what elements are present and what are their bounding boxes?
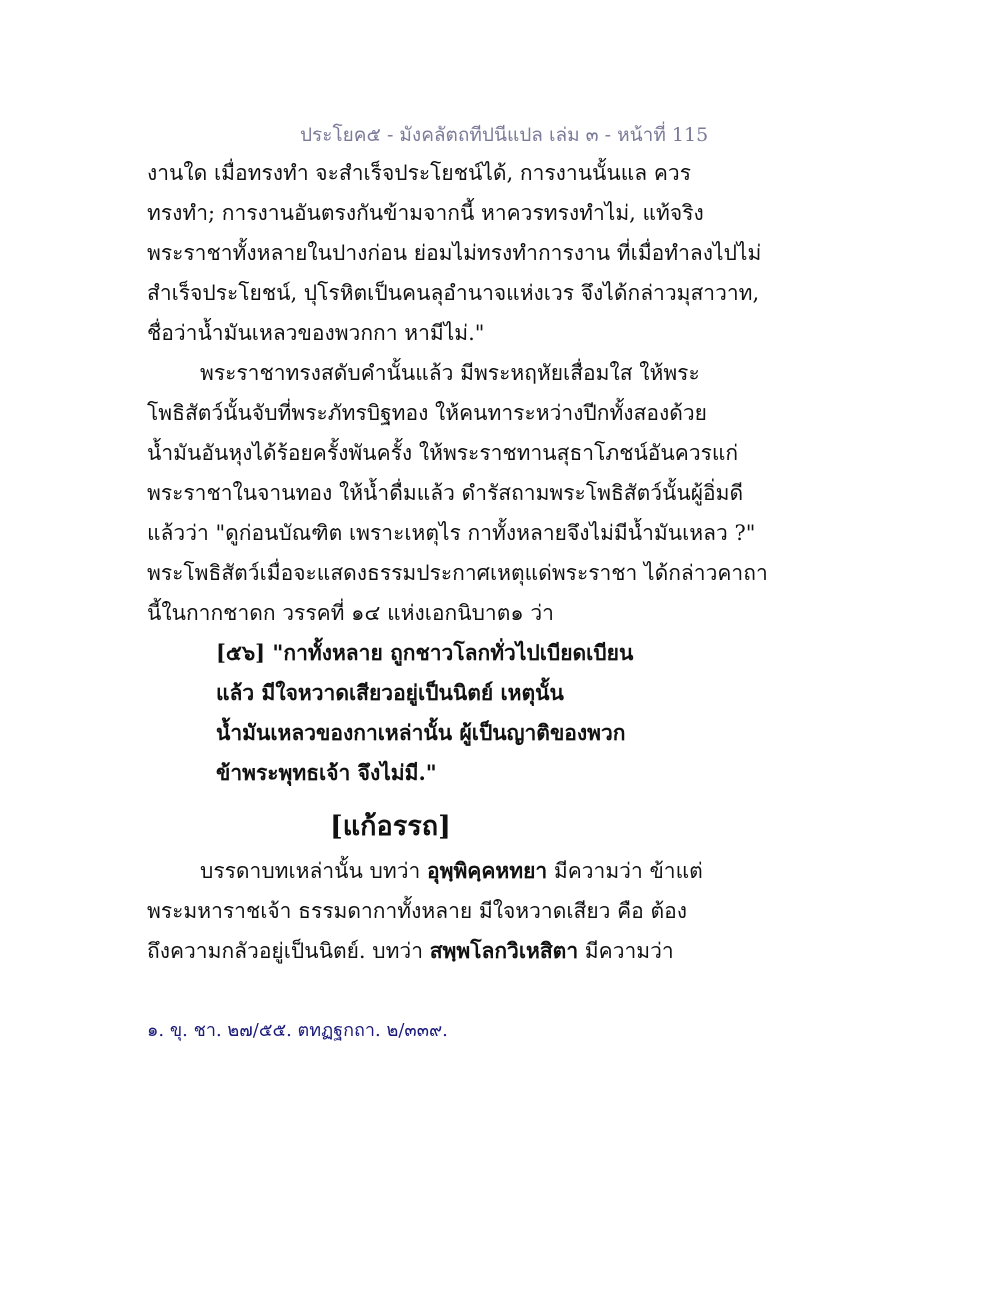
paragraph-2-line-5: แล้วว่า "ดูก่อนบัณฑิต เพราะเหตุไร กาทั้งหลายจึงไม่มีน้ำมันเหลว ?"	[147, 521, 756, 545]
paragraph-2-line-1: พระราชาทรงสดับคำนั้นแล้ว มีพระหฤหัยเสื่อมใส ให้พระ	[200, 361, 700, 385]
paragraph-3-line-3-text-b: มีความว่า	[578, 939, 674, 963]
verse-line-1: [๕๖] "กาทั้งหลาย ถูกชาวโลกทั่วไปเบียดเบียน	[216, 640, 634, 665]
verse-line-2: แล้ว มีใจหวาดเสียวอยู่เป็นนิตย์ เหตุนั้น	[216, 680, 564, 705]
paragraph-1-line-2: ทรงทำ; การงานอันตรงกันข้ามจากนี้ หาควรทรงทำไม่, แท้จริง	[147, 201, 704, 225]
paragraph-2-line-3: น้ำมันอันหุงได้ร้อยครั้งพันครั้ง ให้พระราชทานสุธาโภชน์อันควรแก่	[147, 441, 739, 465]
section-heading: [แก้อรรถ]	[330, 811, 451, 842]
paragraph-3-line-2: พระมหาราชเจ้า ธรรมดากาทั้งหลาย มีใจหวาดเสียว คือ ต้อง	[147, 899, 687, 923]
paragraph-1-line-5: ชื่อว่าน้ำมันเหลวของพวกกา หามีไม่."	[147, 321, 485, 345]
paragraph-2-line-2: โพธิสัตว์นั้นจับที่พระภัทรบิฐทอง ให้คนทาระหว่างปีกทั้งสองด้วย	[147, 401, 707, 425]
paragraph-3-line-1-text-b: มีความว่า ข้าแต่	[547, 859, 703, 883]
paragraph-3-line-3-text-a: ถึงความกลัวอยู่เป็นนิตย์. บทว่า	[147, 939, 430, 963]
paragraph-3-line-1	[200, 856, 703, 886]
term-sabbalokavihesita: สพฺพโลกวิเหสิตา	[429, 938, 579, 963]
paragraph-3-line-3	[147, 936, 674, 966]
paragraph-3-line-1-text-a: บรรดาบทเหล่านั้น บทว่า	[200, 859, 427, 883]
paragraph-1-line-4: สำเร็จประโยชน์, ปุโรหิตเป็นคนลุอำนาจแห่งเวร จึงได้กล่าวมุสาวาท,	[147, 281, 760, 305]
paragraph-2-line-6: พระโพธิสัตว์เมื่อจะแสดงธรรมประกาศเหตุแด่พระราชา ได้กล่าวคาถา	[147, 561, 768, 585]
verse-line-4: ข้าพระพุทธเจ้า จึงไม่มี."	[216, 760, 437, 785]
footnote: ๑. ขุ. ชา. ๒๗/๕๕. ตทฏฐกถา. ๒/๓๓๙.	[147, 1020, 448, 1041]
term-uppiggahadaya: อุพฺพิคฺคหทยา	[427, 858, 548, 883]
page-header: ประโยค๕ - มังคลัตถทีปนีแปล เล่ม ๓ - หน้าที่ 115	[300, 124, 709, 146]
paragraph-1-line-1: งานใด เมื่อทรงทำ จะสำเร็จประโยชน์ได้, การงานนั้นแล ควร	[147, 161, 691, 185]
paragraph-2-line-7: นี้ในกากชาดก วรรคที่ ๑๔ แห่งเอกนิบาต๑ ว่า	[147, 601, 554, 625]
verse-line-3: น้ำมันเหลวของกาเหล่านั้น ผู้เป็นญาติของพวก	[216, 720, 626, 745]
paragraph-2-line-4: พระราชาในจานทอง ให้น้ำดื่มแล้ว ดำรัสถามพระโพธิสัตว์นั้นผู้อิ่มดี	[147, 481, 744, 505]
paragraph-1-line-3: พระราชาทั้งหลายในปางก่อน ย่อมไม่ทรงทำการงาน ที่เมื่อทำลงไปไม่	[147, 241, 762, 265]
